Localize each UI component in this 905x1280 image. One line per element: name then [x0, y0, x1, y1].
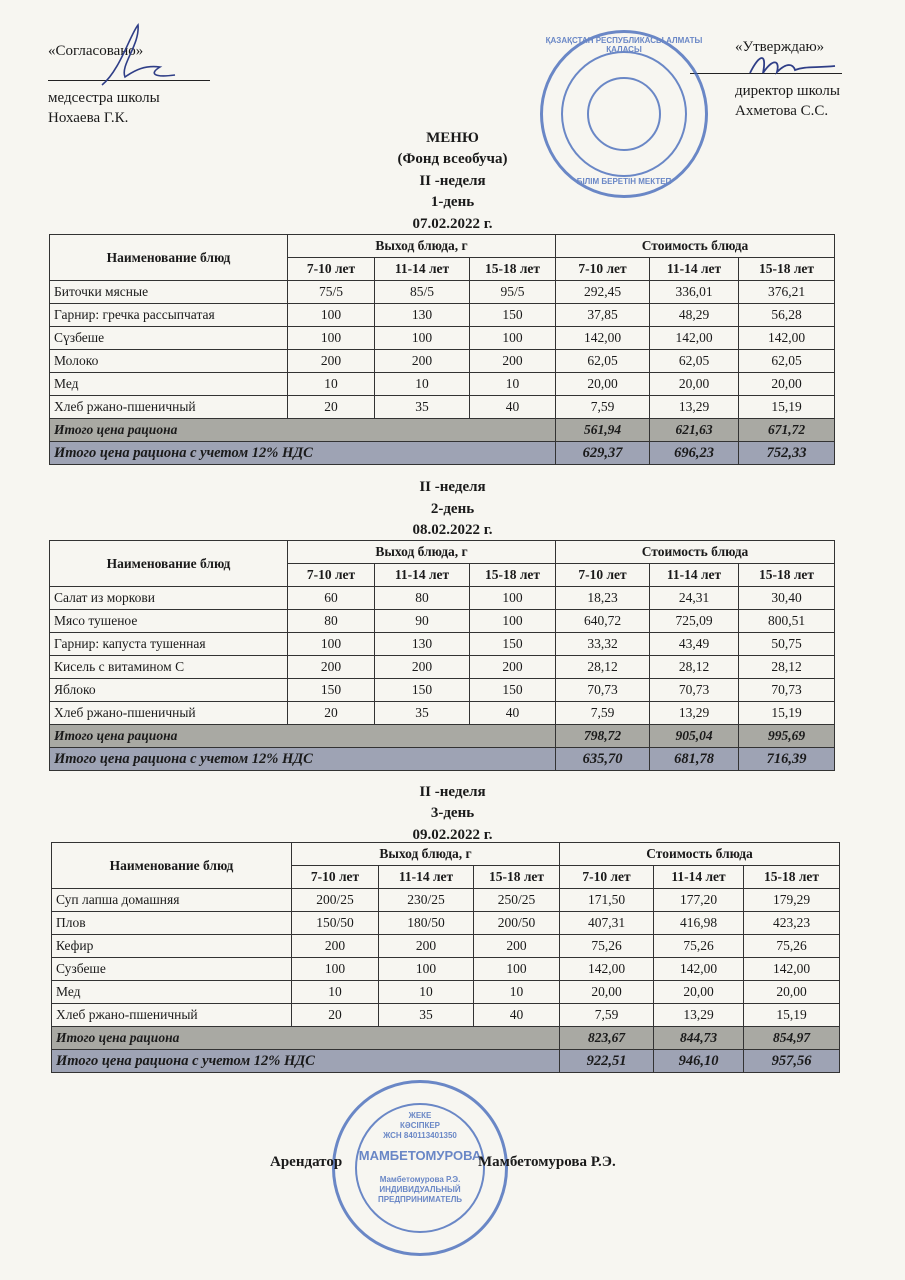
cost-cell: 20,00: [560, 981, 654, 1004]
yield-cell: 100: [288, 633, 375, 656]
cost-cell: 37,85: [556, 304, 650, 327]
col-age: 15-18 лет: [470, 258, 556, 281]
total-vat-label: Итого цена рациона с учетом 12% НДС: [50, 442, 556, 465]
dish-name-cell: Кисель с витамином С: [50, 656, 288, 679]
total-value: 671,72: [739, 419, 835, 442]
nurse-position: медсестра школы: [48, 90, 160, 106]
dish-name-cell: Мясо тушеное: [50, 610, 288, 633]
col-yield-header: Выход блюда, г: [288, 235, 556, 258]
yield-cell: 150: [470, 304, 556, 327]
col-age: 15-18 лет: [739, 564, 835, 587]
cost-cell: 423,23: [744, 912, 840, 935]
yield-cell: 150/50: [292, 912, 379, 935]
total-vat-value: 696,23: [650, 442, 739, 465]
tenant-name: Мамбетомурова Р.Э.: [478, 1154, 616, 1170]
yield-cell: 150: [470, 679, 556, 702]
director-signature: [745, 48, 845, 88]
yield-cell: 100: [288, 327, 375, 350]
yield-cell: 10: [292, 981, 379, 1004]
day1-table: [49, 234, 835, 465]
cost-cell: 62,05: [739, 350, 835, 373]
day1-week: II -неделя: [419, 173, 486, 189]
cost-cell: 30,40: [739, 587, 835, 610]
dish-name-cell: Хлеб ржано-пшеничный: [50, 396, 288, 419]
yield-cell: 150: [375, 679, 470, 702]
dish-name-cell: Мед: [50, 373, 288, 396]
dish-name-cell: Сузбеше: [52, 958, 292, 981]
total-vat-row: [50, 442, 835, 465]
cost-cell: 142,00: [744, 958, 840, 981]
col-cost-header: Стоимость блюда: [560, 843, 840, 866]
cost-cell: 7,59: [560, 1004, 654, 1027]
col-age: 7-10 лет: [560, 866, 654, 889]
total-label: Итого цена рациона: [52, 1027, 560, 1050]
yield-cell: 180/50: [379, 912, 474, 935]
col-age: 11-14 лет: [650, 564, 739, 587]
cost-cell: 43,49: [650, 633, 739, 656]
director-name: Ахметова С.С.: [735, 103, 829, 119]
col-age: 7-10 лет: [556, 258, 650, 281]
yield-cell: 150: [470, 633, 556, 656]
menu-title: МЕНЮ: [426, 130, 479, 146]
col-dish-header: Наименование блюд: [50, 541, 288, 587]
yield-cell: 10: [375, 373, 470, 396]
total-vat-value: 946,10: [654, 1050, 744, 1073]
yield-cell: 80: [288, 610, 375, 633]
yield-cell: 10: [379, 981, 474, 1004]
col-age: 11-14 лет: [375, 564, 470, 587]
yield-cell: 200: [375, 350, 470, 373]
cost-cell: 75,26: [654, 935, 744, 958]
yield-cell: 200: [288, 656, 375, 679]
tenant-label: Арендатор: [270, 1154, 343, 1170]
yield-cell: 35: [375, 396, 470, 419]
col-age: 11-14 лет: [375, 258, 470, 281]
cost-cell: 28,12: [650, 656, 739, 679]
col-cost-header: Стоимость блюда: [556, 235, 835, 258]
yield-cell: 100: [375, 327, 470, 350]
yield-cell: 20: [288, 396, 375, 419]
col-yield-header: Выход блюда, г: [292, 843, 560, 866]
yield-cell: 200: [474, 935, 560, 958]
col-cost-header: Стоимость блюда: [556, 541, 835, 564]
col-dish-header: Наименование блюд: [52, 843, 292, 889]
yield-cell: 90: [375, 610, 470, 633]
total-label: Итого цена рациона: [50, 725, 556, 748]
dish-name-cell: Сүзбеше: [50, 327, 288, 350]
table-row: [50, 633, 835, 656]
cost-cell: 70,73: [556, 679, 650, 702]
yield-cell: 250/25: [474, 889, 560, 912]
dish-name-cell: Суп лапша домашняя: [52, 889, 292, 912]
cost-cell: 20,00: [556, 373, 650, 396]
yield-cell: 10: [474, 981, 560, 1004]
day3-date: 09.02.2022 г.: [412, 827, 493, 843]
total-vat-value: 681,78: [650, 748, 739, 771]
col-age: 11-14 лет: [650, 258, 739, 281]
col-dish-header: Наименование блюд: [50, 235, 288, 281]
cost-cell: 70,73: [739, 679, 835, 702]
dish-name-cell: Мед: [52, 981, 292, 1004]
total-vat-label: Итого цена рациона с учетом 12% НДС: [50, 748, 556, 771]
yield-cell: 100: [470, 587, 556, 610]
col-age: 15-18 лет: [474, 866, 560, 889]
total-vat-value: 922,51: [560, 1050, 654, 1073]
col-age: 15-18 лет: [470, 564, 556, 587]
col-yield-header: Выход блюда, г: [288, 541, 556, 564]
cost-cell: 13,29: [650, 396, 739, 419]
total-vat-label: Итого цена рациона с учетом 12% НДС: [52, 1050, 560, 1073]
cost-cell: 7,59: [556, 702, 650, 725]
yield-cell: 80: [375, 587, 470, 610]
total-vat-value: 635,70: [556, 748, 650, 771]
day2-date: 08.02.2022 г.: [412, 522, 493, 538]
day2-week: II -неделя: [419, 479, 486, 495]
yield-cell: 35: [379, 1004, 474, 1027]
cost-cell: 33,32: [556, 633, 650, 656]
yield-cell: 85/5: [375, 281, 470, 304]
yield-cell: 40: [470, 702, 556, 725]
total-vat-value: 957,56: [744, 1050, 840, 1073]
total-vat-row: [52, 1050, 840, 1073]
nurse-signature: [90, 15, 180, 95]
cost-cell: 15,19: [739, 702, 835, 725]
dish-name-cell: Хлеб ржано-пшеничный: [50, 702, 288, 725]
dish-name-cell: Кефир: [52, 935, 292, 958]
total-value: 844,73: [654, 1027, 744, 1050]
yield-cell: 200: [470, 350, 556, 373]
director-position: директор школы: [735, 83, 840, 99]
dish-name-cell: Яблоко: [50, 679, 288, 702]
yield-cell: 75/5: [288, 281, 375, 304]
dish-name-cell: Плов: [52, 912, 292, 935]
total-label: Итого цена рациона: [50, 419, 556, 442]
table-row: [52, 1004, 840, 1027]
cost-cell: 50,75: [739, 633, 835, 656]
cost-cell: 142,00: [560, 958, 654, 981]
yield-cell: 35: [375, 702, 470, 725]
cost-cell: 336,01: [650, 281, 739, 304]
yield-cell: 40: [470, 396, 556, 419]
cost-cell: 56,28: [739, 304, 835, 327]
cost-cell: 20,00: [650, 373, 739, 396]
cost-cell: 62,05: [556, 350, 650, 373]
cost-cell: 177,20: [654, 889, 744, 912]
yield-cell: 100: [470, 610, 556, 633]
cost-cell: 18,23: [556, 587, 650, 610]
col-age: 11-14 лет: [379, 866, 474, 889]
total-value: 561,94: [556, 419, 650, 442]
cost-cell: 416,98: [654, 912, 744, 935]
cost-cell: 179,29: [744, 889, 840, 912]
table-row: [50, 610, 835, 633]
col-age: 11-14 лет: [654, 866, 744, 889]
cost-cell: 28,12: [556, 656, 650, 679]
yield-cell: 95/5: [470, 281, 556, 304]
cost-cell: 640,72: [556, 610, 650, 633]
fund-subtitle: (Фонд всеобуча): [397, 151, 508, 167]
table-row: [52, 935, 840, 958]
cost-cell: 75,26: [560, 935, 654, 958]
yield-cell: 230/25: [379, 889, 474, 912]
yield-cell: 20: [292, 1004, 379, 1027]
cost-cell: 48,29: [650, 304, 739, 327]
yield-cell: 10: [470, 373, 556, 396]
yield-cell: 200/25: [292, 889, 379, 912]
dish-name-cell: Гарнир: гречка рассыпчатая: [50, 304, 288, 327]
dish-name-cell: Салат из моркови: [50, 587, 288, 610]
yield-cell: 150: [288, 679, 375, 702]
total-row: [50, 725, 835, 748]
total-vat-value: 629,37: [556, 442, 650, 465]
yield-cell: 100: [474, 958, 560, 981]
cost-cell: 376,21: [739, 281, 835, 304]
cost-cell: 171,50: [560, 889, 654, 912]
yield-cell: 200: [375, 656, 470, 679]
yield-cell: 200/50: [474, 912, 560, 935]
cost-cell: 75,26: [744, 935, 840, 958]
table-row: [50, 327, 835, 350]
day1-date: 07.02.2022 г.: [412, 216, 493, 232]
total-row: [50, 419, 835, 442]
cost-cell: 62,05: [650, 350, 739, 373]
cost-cell: 20,00: [744, 981, 840, 1004]
day3-rows: [52, 889, 840, 1073]
total-vat-value: 752,33: [739, 442, 835, 465]
day1-rows: [50, 281, 835, 465]
yield-cell: 100: [288, 304, 375, 327]
col-age: 15-18 лет: [744, 866, 840, 889]
cost-cell: 24,31: [650, 587, 739, 610]
table-row: [50, 396, 835, 419]
total-value: 854,97: [744, 1027, 840, 1050]
total-value: 823,67: [560, 1027, 654, 1050]
cost-cell: 70,73: [650, 679, 739, 702]
yield-cell: 130: [375, 304, 470, 327]
table-row: [50, 656, 835, 679]
cost-cell: 28,12: [739, 656, 835, 679]
cost-cell: 15,19: [744, 1004, 840, 1027]
total-value: 798,72: [556, 725, 650, 748]
yield-cell: 100: [470, 327, 556, 350]
entrepreneur-stamp: ЖЕКЕ КӘСІПКЕР ЖСН 840113401350 МАМБЕТОМУРОВА Мамбетомурова Р.Э. ИНДИВИДУАЛЬНЫЙ ПРЕДПРИНИМАТЕЛЬ: [332, 1080, 508, 1256]
day1-day: 1-день: [430, 194, 475, 210]
approve-label: «Утверждаю»: [735, 39, 825, 55]
col-age: 15-18 лет: [739, 258, 835, 281]
yield-cell: 40: [474, 1004, 560, 1027]
dish-name-cell: Хлеб ржано-пшеничный: [52, 1004, 292, 1027]
cost-cell: 20,00: [654, 981, 744, 1004]
day3-table: [51, 842, 840, 1073]
day3-week: II -неделя: [419, 784, 486, 800]
total-value: 905,04: [650, 725, 739, 748]
yield-cell: 130: [375, 633, 470, 656]
cost-cell: 13,29: [654, 1004, 744, 1027]
yield-cell: 200: [288, 350, 375, 373]
day2-table: [49, 540, 835, 771]
cost-cell: 142,00: [650, 327, 739, 350]
cost-cell: 142,00: [556, 327, 650, 350]
table-row: [52, 889, 840, 912]
dish-name-cell: Гарнир: капуста тушенная: [50, 633, 288, 656]
yield-cell: 200: [292, 935, 379, 958]
agreed-label: «Согласовано»: [48, 43, 144, 59]
table-row: [50, 304, 835, 327]
col-age: 7-10 лет: [292, 866, 379, 889]
table-row: [50, 373, 835, 396]
table-row: [50, 281, 835, 304]
day3-day: 3-день: [430, 805, 475, 821]
dish-name-cell: Молоко: [50, 350, 288, 373]
col-age: 7-10 лет: [288, 258, 375, 281]
cost-cell: 7,59: [556, 396, 650, 419]
table-row: [50, 702, 835, 725]
table-row: [50, 679, 835, 702]
cost-cell: 725,09: [650, 610, 739, 633]
col-age: 7-10 лет: [288, 564, 375, 587]
total-row: [52, 1027, 840, 1050]
table-row: [52, 981, 840, 1004]
yield-cell: 100: [292, 958, 379, 981]
yield-cell: 10: [288, 373, 375, 396]
cost-cell: 142,00: [654, 958, 744, 981]
cost-cell: 292,45: [556, 281, 650, 304]
total-vat-value: 716,39: [739, 748, 835, 771]
yield-cell: 100: [379, 958, 474, 981]
day2-rows: [50, 587, 835, 771]
cost-cell: 13,29: [650, 702, 739, 725]
cost-cell: 800,51: [739, 610, 835, 633]
table-row: [50, 350, 835, 373]
total-value: 621,63: [650, 419, 739, 442]
cost-cell: 142,00: [739, 327, 835, 350]
table-row: [52, 958, 840, 981]
total-vat-row: [50, 748, 835, 771]
table-row: [50, 587, 835, 610]
col-age: 7-10 лет: [556, 564, 650, 587]
dish-name-cell: Биточки мясные: [50, 281, 288, 304]
yield-cell: 20: [288, 702, 375, 725]
yield-cell: 60: [288, 587, 375, 610]
yield-cell: 200: [379, 935, 474, 958]
yield-cell: 200: [470, 656, 556, 679]
table-row: [52, 912, 840, 935]
day2-day: 2-день: [430, 501, 475, 517]
total-value: 995,69: [739, 725, 835, 748]
cost-cell: 20,00: [739, 373, 835, 396]
cost-cell: 15,19: [739, 396, 835, 419]
nurse-name: Нохаева Г.К.: [48, 110, 129, 126]
school-stamp: ҚАЗАҚСТАН РЕСПУБЛИКАСЫ АЛМАТЫ ҚАЛАСЫ БІЛІМ БЕРЕТІН МЕКТЕП: [540, 30, 708, 198]
cost-cell: 407,31: [560, 912, 654, 935]
